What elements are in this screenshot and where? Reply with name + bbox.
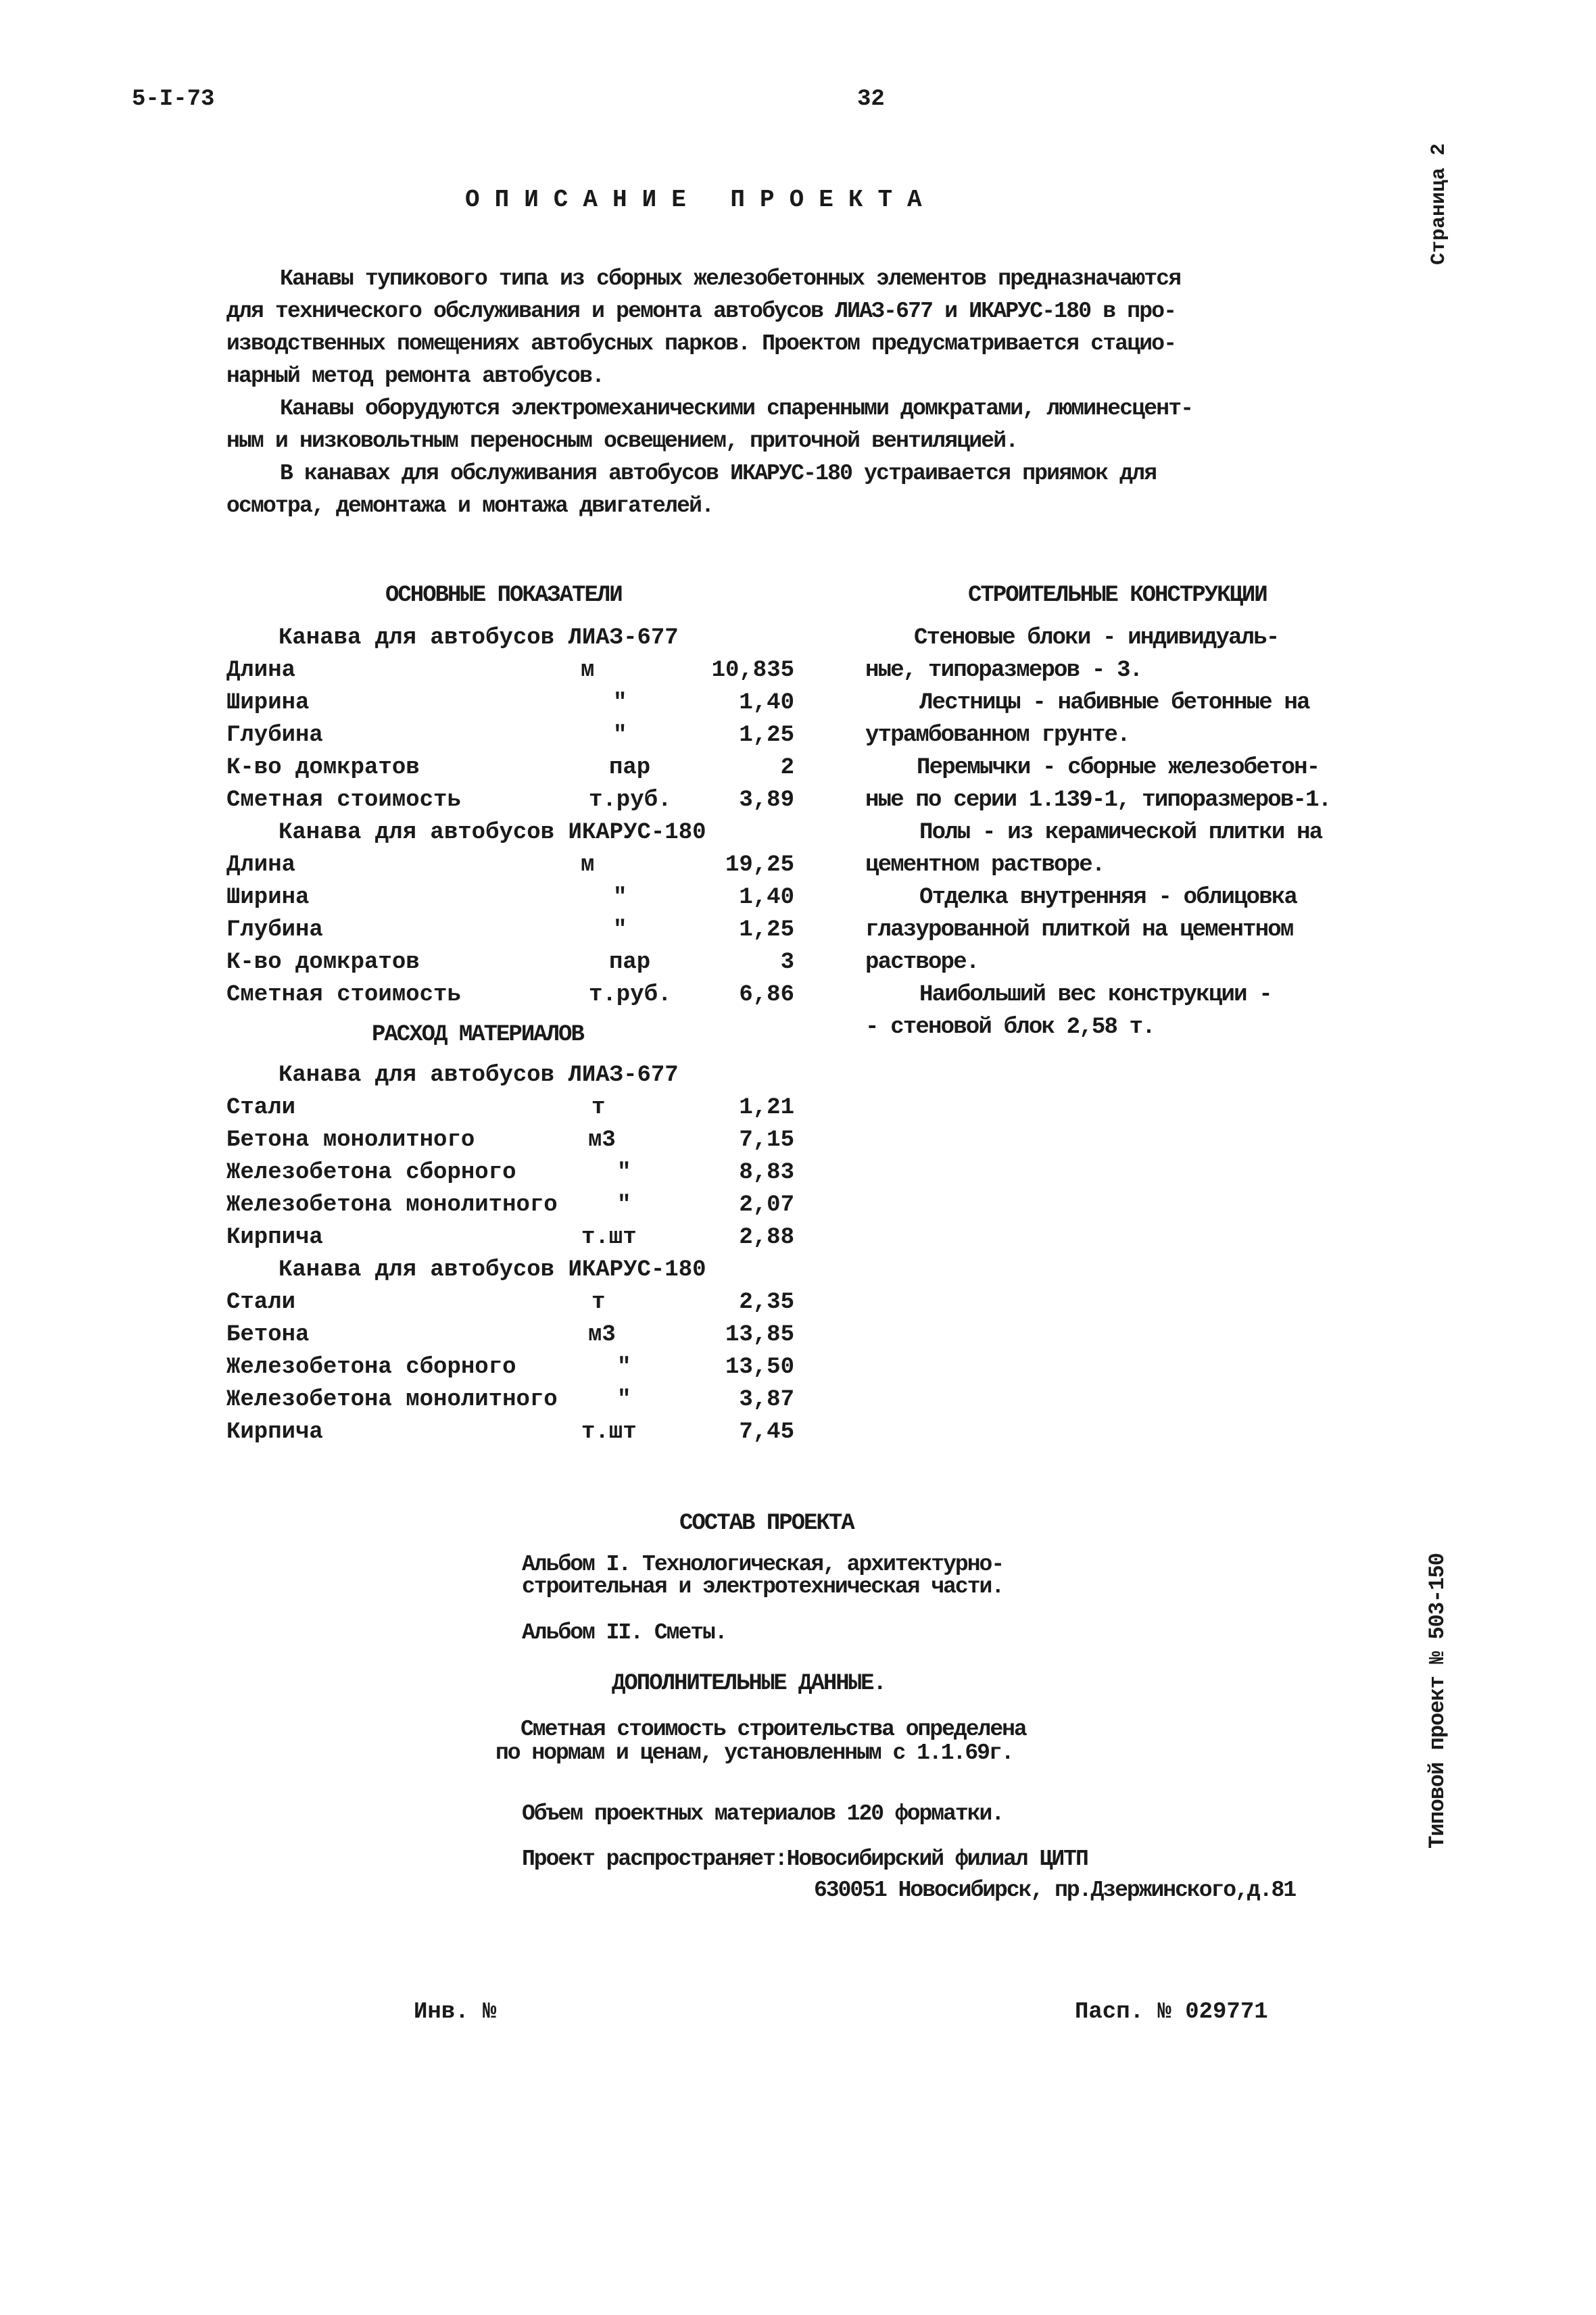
row-unit: " xyxy=(617,1387,631,1413)
cost-line-1: Сметная стоимость строительства определена xyxy=(521,1717,1026,1742)
table-row xyxy=(226,784,808,817)
constructions-line: Стеновые блоки - индивидуаль- xyxy=(914,625,1279,651)
table-row xyxy=(226,1189,808,1221)
table-row xyxy=(226,687,808,719)
constructions-line: Отделка внутренняя - облицовка xyxy=(919,885,1297,910)
row-name: Железобетона монолитного xyxy=(226,1387,558,1413)
row-name: Железобетона монолитного xyxy=(226,1192,558,1218)
row-unit: " xyxy=(617,1160,631,1186)
constructions-line: цементном растворе. xyxy=(865,852,1105,878)
row-value: 6,86 xyxy=(739,982,794,1008)
row-value: 3 xyxy=(780,950,794,975)
cost-line-2: по нормам и ценам, установленным с 1.1.69г. xyxy=(495,1740,1013,1765)
ikarus-materials-title: Канава для автобусов ИКАРУС-180 xyxy=(279,1257,706,1283)
description-line: В канавах для обслуживания автобусов ИКАРУС-180 устраивается приямок для xyxy=(280,461,1157,486)
table-row xyxy=(226,1286,808,1319)
constructions-line: ные, типоразмеров - 3. xyxy=(865,658,1142,683)
row-unit: м xyxy=(581,658,595,683)
indicators-heading: ОСНОВНЫЕ ПОКАЗАТЕЛИ xyxy=(385,583,622,608)
row-unit: т.шт xyxy=(581,1225,637,1250)
liaz-materials-title: Канава для автобусов ЛИАЗ-677 xyxy=(279,1063,679,1088)
table-row xyxy=(226,979,808,1011)
constructions-line: утрамбованном грунте. xyxy=(865,723,1130,748)
row-name: Бетона монолитного xyxy=(226,1127,475,1153)
row-value: 1,25 xyxy=(739,917,794,943)
inventory-label: Инв. № xyxy=(414,1999,497,2025)
description-line: Канавы оборудуются электромеханическими спаренными домкратами, люминесцент- xyxy=(280,396,1193,421)
constructions-line: глазурованной плиткой на цементном xyxy=(865,917,1293,943)
row-name: Кирпича xyxy=(226,1225,323,1250)
row-unit: т.шт xyxy=(581,1419,637,1445)
composition-heading: СОСТАВ ПРОЕКТА xyxy=(679,1511,854,1536)
row-value: 7,45 xyxy=(739,1419,794,1445)
table-row xyxy=(226,1351,808,1384)
side-project-label: Типовой проект № 503-150 xyxy=(1425,1553,1450,1849)
row-unit: " xyxy=(613,917,627,943)
row-value: 13,85 xyxy=(725,1322,794,1348)
materials-heading: РАСХОД МАТЕРИАЛОВ xyxy=(372,1022,583,1048)
table-row xyxy=(226,654,808,687)
page-number: 32 xyxy=(857,87,885,112)
description-line: изводственных помещениях автобусных парков. Проектом предусматривается стацио- xyxy=(226,331,1176,356)
table-row xyxy=(226,914,808,946)
distributor-line-2: 630051 Новосибирск, пр.Дзержинского,д.81 xyxy=(814,1878,1296,1903)
row-name: Железобетона сборного xyxy=(226,1355,516,1380)
volume-line: Объем проектных материалов 120 форматки. xyxy=(522,1801,1004,1826)
row-name: Бетона xyxy=(226,1322,310,1348)
constructions-line: Наибольший вес конструкции - xyxy=(919,982,1272,1008)
additional-heading: ДОПОЛНИТЕЛЬНЫЕ ДАННЫЕ. xyxy=(612,1671,886,1697)
table-row xyxy=(226,719,808,752)
row-name: К-во домкратов xyxy=(226,950,420,975)
row-unit: " xyxy=(613,723,627,748)
table-row xyxy=(226,1124,808,1156)
constructions-line: Полы - из керамической плитки на xyxy=(919,820,1322,846)
row-unit: пар xyxy=(609,950,651,975)
description-line: для технического обслуживания и ремонта автобусов ЛИАЗ-677 и ИКАРУС-180 в про- xyxy=(226,299,1176,324)
row-unit: т.руб. xyxy=(589,982,672,1008)
description-line: осмотра, демонтажа и монтажа двигателей. xyxy=(226,493,714,518)
album-2: Альбом II. Сметы. xyxy=(522,1620,727,1645)
row-value: 7,15 xyxy=(739,1127,794,1153)
row-unit: м3 xyxy=(588,1127,616,1153)
constructions-heading: СТРОИТЕЛЬНЫЕ КОНСТРУКЦИИ xyxy=(968,583,1267,608)
description-line: ным и низковольтным переносным освещением, приточной вентиляцией. xyxy=(226,429,1018,454)
doc-code: 5-I-73 xyxy=(132,87,215,112)
row-value: 2,35 xyxy=(739,1290,794,1315)
row-unit: " xyxy=(613,885,627,910)
album-1-line-1: Альбом I. Технологическая, архитектурно- xyxy=(522,1552,1004,1577)
row-name: Ширина xyxy=(226,690,310,716)
row-unit: т xyxy=(591,1095,606,1121)
ikarus-indicators-title: Канава для автобусов ИКАРУС-180 xyxy=(279,820,706,846)
row-name: К-во домкратов xyxy=(226,755,420,781)
constructions-line: - стеновой блок 2,58 т. xyxy=(865,1015,1155,1040)
row-name: Сметная стоимость xyxy=(226,982,461,1008)
page-title: ОПИСАНИЕ ПРОЕКТА xyxy=(465,186,937,214)
row-name: Стали xyxy=(226,1290,296,1315)
liaz-indicators-title: Канава для автобусов ЛИАЗ-677 xyxy=(279,625,679,651)
row-value: 19,25 xyxy=(725,852,794,878)
row-unit: " xyxy=(617,1192,631,1218)
row-unit: " xyxy=(617,1355,631,1380)
table-row xyxy=(226,1319,808,1351)
constructions-line: растворе. xyxy=(865,950,979,975)
row-value: 2,88 xyxy=(739,1225,794,1250)
row-unit: м3 xyxy=(588,1322,616,1348)
row-value: 1,25 xyxy=(739,723,794,748)
row-name: Железобетона сборного xyxy=(226,1160,516,1186)
row-value: 2 xyxy=(780,755,794,781)
constructions-line: Перемычки - сборные железобетон- xyxy=(917,755,1320,781)
description-line: нарный метод ремонта автобусов. xyxy=(226,364,604,389)
distributor-line-1: Проект распространяет:Новосибирский филиал ЦИТП xyxy=(522,1847,1088,1872)
row-unit: т xyxy=(591,1290,606,1315)
table-row xyxy=(226,881,808,914)
row-value: 3,89 xyxy=(739,787,794,813)
row-name: Глубина xyxy=(226,917,323,943)
album-1-line-2: строительная и электротехническая части. xyxy=(522,1574,1004,1599)
constructions-line: ные по серии 1.139-1, типоразмеров-1. xyxy=(865,787,1331,813)
row-name: Стали xyxy=(226,1095,296,1121)
table-row xyxy=(226,1384,808,1416)
row-value: 8,83 xyxy=(739,1160,794,1186)
table-row xyxy=(226,1092,808,1124)
row-name: Глубина xyxy=(226,723,323,748)
table-row xyxy=(226,1156,808,1189)
passport-label: Пасп. № 029771 xyxy=(1075,1999,1268,2025)
row-unit: пар xyxy=(609,755,651,781)
row-name: Длина xyxy=(226,852,296,878)
table-row xyxy=(226,946,808,979)
row-value: 2,07 xyxy=(739,1192,794,1218)
row-value: 10,835 xyxy=(711,658,794,683)
row-name: Кирпича xyxy=(226,1419,323,1445)
row-unit: т.руб. xyxy=(589,787,672,813)
row-name: Сметная стоимость xyxy=(226,787,461,813)
row-value: 13,50 xyxy=(725,1355,794,1380)
table-row xyxy=(226,1221,808,1254)
row-value: 3,87 xyxy=(739,1387,794,1413)
table-row xyxy=(226,849,808,881)
row-name: Ширина xyxy=(226,885,310,910)
constructions-line: Лестницы - набивные бетонные на xyxy=(919,690,1309,716)
side-page-label: Страница 2 xyxy=(1428,143,1451,265)
row-name: Длина xyxy=(226,658,296,683)
row-unit: м xyxy=(581,852,595,878)
description-line: Канавы тупикового типа из сборных железобетонных элементов предназначаются xyxy=(280,266,1181,291)
table-row xyxy=(226,752,808,784)
row-value: 1,40 xyxy=(739,885,794,910)
table-row xyxy=(226,1416,808,1448)
row-unit: " xyxy=(613,690,627,716)
row-value: 1,21 xyxy=(739,1095,794,1121)
row-value: 1,40 xyxy=(739,690,794,716)
